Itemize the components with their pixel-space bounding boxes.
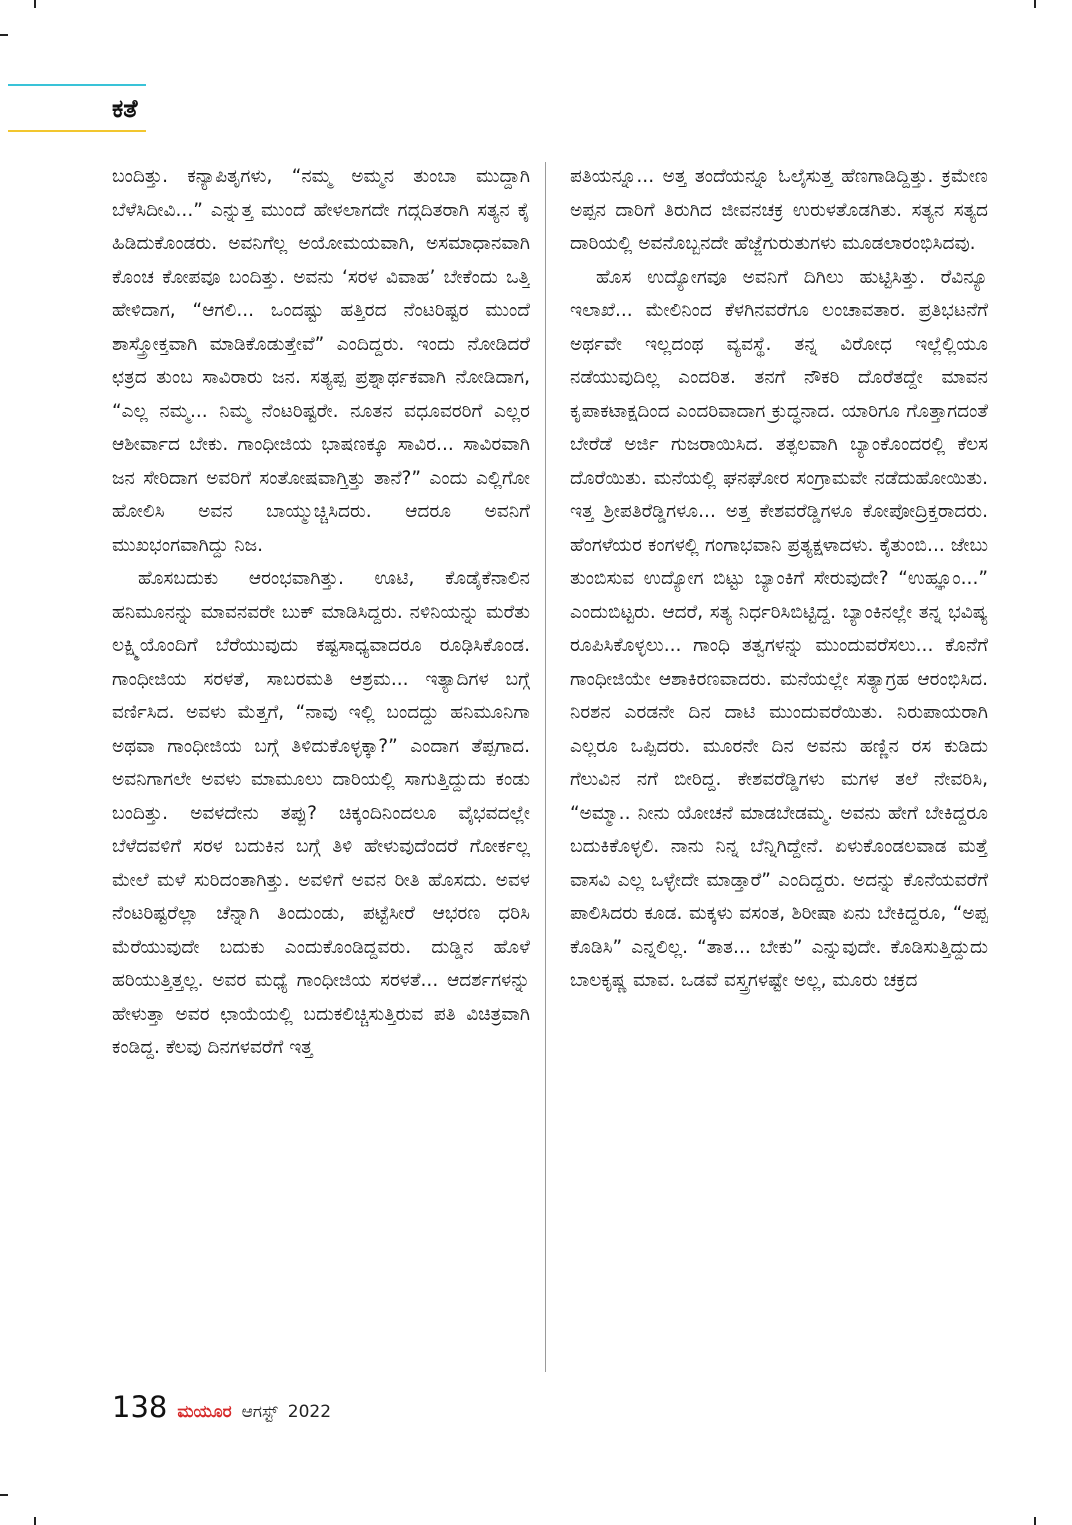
- article-column-right: [570, 160, 988, 1380]
- paragraph: ಹೊಸ ಉದ್ಯೋಗವೂ ಅವನಿಗೆ ದಿಗಿಲು ಹುಟ್ಟಿಸಿತ್ತು. ರೆವಿನ್ಯೂ ಇಲಾಖೆ... ಮೇಲಿನಿಂದ ಕೆಳಗಿನವರೆಗೂ ಲಂಚಾವತಾರ. ಪ್ರತಿಭಟನೆಗೆ ಅರ್ಥವೇ ಇಲ್ಲದಂಥ ವ್ಯವಸ್ಥೆ. ತನ್ನ ವಿರೋಧ ಇಲ್ಲೆಲ್ಲಿಯೂ ನಡೆಯುವುದಿಲ್ಲ ಎಂದರಿತ. ತನಗೆ ನೌಕರಿ ದೊರೆತದ್ದೇ ಮಾವನ ಕೃಪಾಕಟಾಕ್ಷದಿಂದ ಎಂದರಿವಾದಾಗ ಕ್ರುದ್ಧನಾದ. ಯಾರಿಗೂ ಗೊತ್ತಾಗದಂತೆ ಬೇರೆಡೆ ಅರ್ಜಿ ಗುಜರಾಯಿಸಿದ. ತತ್ಫಲವಾಗಿ ಬ್ಯಾಂಕೊಂದರಲ್ಲಿ ಕೆಲಸ ದೊರೆಯಿತು. ಮನೆಯಲ್ಲಿ ಘನಘೋರ ಸಂಗ್ರಾಮವೇ ನಡೆದುಹೋಯಿತು. ಇತ್ತ ಶ್ರೀಪತಿರೆಡ್ಡಿಗಳೂ... ಅತ್ತ ಕೇಶವರೆಡ್ಡಿಗಳೂ ಕೋಪೋದ್ರಿಕ್ತರಾದರು. ಹೆಂಗಳೆಯರ ಕಂಗಳಲ್ಲಿ ಗಂಗಾಭವಾನಿ ಪ್ರತ್ಯಕ್ಷಳಾದಳು. ಕೈತುಂಬಿ... ಜೇಬು ತುಂಬಿಸುವ ಉದ್ಯೋಗ ಬಿಟ್ಟು ಬ್ಯಾಂಕಿಗೆ ಸೇರುವುದೇ? “ಉಹ್ಞೂಂ...” ಎಂದುಬಿಟ್ಟರು. ಆದರೆ, ಸತ್ಯ ನಿರ್ಧರಿಸಿಬಿಟ್ಟಿದ್ದ. ಬ್ಯಾಂಕಿನಲ್ಲೇ ತನ್ನ ಭವಿಷ್ಯ ರೂಪಿಸಿಕೊಳ್ಳಲು... ಗಾಂಧಿ ತತ್ವಗಳನ್ನು ಮುಂದುವರೆಸಲು... ಕೊನೆಗೆ ಗಾಂಧೀಜಿಯೇ ಆಶಾಕಿರಣವಾದರು. ಮನೆಯಲ್ಲೇ ಸತ್ಯಾಗ್ರಹ ಆರಂಭಿಸಿದ. ನಿರಶನ ಎರಡನೇ ದಿನ ದಾಟಿ ಮುಂದುವರೆಯಿತು. ನಿರುಪಾಯರಾಗಿ ಎಲ್ಲರೂ ಒಪ್ಪಿದರು. ಮೂರನೇ ದಿನ ಅವನು ಹಣ್ಣಿನ ರಸ ಕುಡಿದು ಗೆಲುವಿನ ನಗೆ ಬೀರಿದ್ದ. ಕೇಶವರೆಡ್ಡಿಗಳು ಮಗಳ ತಲೆ ನೇವರಿಸಿ, “ಅಮ್ಮಾ.. ನೀನು ಯೋಚನೆ ಮಾಡಬೇಡಮ್ಮ. ಅವನು ಹೇಗೆ ಬೇಕಿದ್ದರೂ ಬದುಕಿಕೊಳ್ಳಲಿ. ನಾನು ನಿನ್ನ ಬೆನ್ನಿಗಿದ್ದೇನೆ. ಏಳುಕೊಂಡಲವಾಡ ಮತ್ತೆ ವಾಸವಿ ಎಲ್ಲ ಒಳ್ಳೇದೇ ಮಾಡ್ತಾರೆ” ಎಂದಿದ್ದರು. ಅದನ್ನು ಕೊನೆಯವರೆಗೆ ಪಾಲಿಸಿದರು ಕೂಡ. ಮಕ್ಕಳು ವಸಂತ, ಶಿರೀಷಾ ಏನು ಬೇಕಿದ್ದರೂ, “ಅಪ್ಪ ಕೊಡಿಸಿ” ಎನ್ನಲಿಲ್ಲ. “ತಾತ... ಬೇಕು” ಎನ್ನುವುದೇ. ಕೊಡಿಸುತ್ತಿದ್ದುದು ಬಾಲಕೃಷ್ಣ ಮಾವ. ಒಡವೆ ವಸ್ತ್ರಗಳಷ್ಟೇ ಅಲ್ಲ, ಮೂರು ಚಕ್ರದ: [570, 266, 988, 991]
- section-label: ಕತೆ: [112, 94, 138, 123]
- paragraph: ಹೊಸಬದುಕು ಆರಂಭವಾಗಿತ್ತು. ಊಟಿ, ಕೊಡೈಕೆನಾಲಿನ ಹನಿಮೂನನ್ನು ಮಾವನವರೇ ಬುಕ್ ಮಾಡಿಸಿದ್ದರು. ನಳಿನಿಯನ್ನು ಮರೆತು ಲಕ್ಷ್ಮಿಯೊಂದಿಗೆ ಬೆರೆಯುವುದು ಕಷ್ಟಸಾಧ್ಯವಾದರೂ ರೂಢಿಸಿಕೊಂಡ. ಗಾಂಧೀಜಿಯ ಸರಳತೆ, ಸಾಬರಮತಿ ಆಶ್ರಮ... ಇತ್ಯಾದಿಗಳ ಬಗ್ಗೆ ವರ್ಣಿಸಿದ. ಅವಳು ಮೆತ್ತಗೆ, “ನಾವು ಇಲ್ಲಿ ಬಂದದ್ದು ಹನಿಮೂನಿಗಾ ಅಥವಾ ಗಾಂಧೀಜಿಯ ಬಗ್ಗೆ ತಿಳಿದುಕೊಳ್ಳಕ್ಕಾ?” ಎಂದಾಗ ತೆಪ್ಪಗಾದ. ಅವನಿಗಾಗಲೇ ಅವಳು ಮಾಮೂಲು ದಾರಿಯಲ್ಲಿ ಸಾಗುತ್ತಿದ್ದುದು ಕಂಡು ಬಂದಿತ್ತು. ಅವಳದೇನು ತಪ್ಪು? ಚಿಕ್ಕಂದಿನಿಂದಲೂ ವೈಭವದಲ್ಲೇ ಬೆಳೆದವಳಿಗೆ ಸರಳ ಬದುಕಿನ ಬಗ್ಗೆ ತಿಳಿ ಹೇಳುವುದೆಂದರೆ ಗೋರ್ಕಲ್ಲ ಮೇಲೆ ಮಳೆ ಸುರಿದಂತಾಗಿತ್ತು. ಅವಳಿಗೆ ಅವನ ರೀತಿ ಹೊಸದು. ಅವಳ ನೆಂಟರಿಷ್ಟರೆಲ್ಲಾ ಚೆನ್ನಾಗಿ ತಿಂದುಂಡು, ಪಟ್ಟೆಸೀರೆ ಆಭರಣ ಧರಿಸಿ ಮೆರೆಯುವುದೇ ಬದುಕು ಎಂದುಕೊಂಡಿದ್ದವರು. ದುಡ್ಡಿನ ಹೊಳೆ ಹರಿಯುತ್ತಿತ್ತಲ್ಲ. ಅವರ ಮಧ್ಯೆ ಗಾಂಧೀಜಿಯ ಸರಳತೆ... ಆದರ್ಶಗಳನ್ನು ಹೇಳುತ್ತಾ ಅವರ ಛಾಯೆಯಲ್ಲಿ ಬದುಕಲಿಚ್ಚಿಸುತ್ತಿರುವ ಪತಿ ವಿಚಿತ್ರವಾಗಿ ಕಂಡಿದ್ದ. ಕೆಲವು ದಿನಗಳವರೆಗೆ ಇತ್ತ: [112, 568, 530, 1058]
- crop-mark-left-lower: [0, 1494, 8, 1496]
- header-rule-yellow: [8, 130, 146, 132]
- article-column-left: [112, 160, 530, 1380]
- crop-mark-top-left: [34, 0, 36, 8]
- column-divider: [545, 162, 546, 1372]
- paragraph: ಪತಿಯನ್ನೂ... ಅತ್ತ ತಂದೆಯನ್ನೂ ಓಲೈಸುತ್ತ ಹೆಣಗಾಡಿದ್ದಿತ್ತು. ಕ್ರಮೇಣ ಅಪ್ಪನ ದಾರಿಗೆ ತಿರುಗಿದ ಜೀವನಚಕ್ರ ಉರುಳತೊಡಗಿತು. ಸತ್ಯನ ಸತ್ಯದ ದಾರಿಯಲ್ಲಿ ಅವನೊಬ್ಬನದೇ ಹೆಜ್ಜೆಗುರುತುಗಳು ಮೂಡಲಾರಂಭಿಸಿದವು.: [570, 166, 988, 254]
- issue-year: 2022: [287, 1402, 332, 1422]
- magazine-name: ಮಯೂರ: [177, 1402, 232, 1422]
- paragraph: ಬಂದಿತ್ತು. ಕನ್ಯಾಪಿತೃಗಳು, “ನಮ್ಮ ಅಮ್ಮನ ತುಂಬಾ ಮುದ್ದಾಗಿ ಬೆಳೆಸಿದೀವಿ...” ಎನ್ನುತ್ತ ಮುಂದೆ ಹೇಳಲಾಗದೇ ಗದ್ಗದಿತರಾಗಿ ಸತ್ಯನ ಕೈ ಹಿಡಿದುಕೊಂಡರು. ಅವನಿಗೆಲ್ಲ ಅಯೋಮಯವಾಗಿ, ಅಸಮಾಧಾನವಾಗಿ ಕೊಂಚ ಕೋಪವೂ ಬಂದಿತ್ತು. ಅವನು ‘ಸರಳ ವಿವಾಹ’ ಬೇಕೆಂದು ಒತ್ತಿ ಹೇಳಿದಾಗ, “ಆಗಲಿ... ಒಂದಷ್ಟು ಹತ್ತಿರದ ನೆಂಟರಿಷ್ಟರ ಮುಂದೆ ಶಾಸ್ತ್ರೋಕ್ತವಾಗಿ ಮಾಡಿಕೊಡುತ್ತೇವೆ” ಎಂದಿದ್ದರು. ಇಂದು ನೋಡಿದರೆ ಛತ್ರದ ತುಂಬ ಸಾವಿರಾರು ಜನ. ಸತ್ಯಪ್ಪ ಪ್ರಶ್ನಾರ್ಥಕವಾಗಿ ನೋಡಿದಾಗ, “ಎಲ್ಲ ನಮ್ಮ... ನಿಮ್ಮ ನೆಂಟರಿಷ್ಟರೇ. ನೂತನ ವಧೂವರರಿಗೆ ಎಲ್ಲರ ಆಶೀರ್ವಾದ ಬೇಕು. ಗಾಂಧೀಜಿಯ ಭಾಷಣಕ್ಕೂ ಸಾವಿರ... ಸಾವಿರವಾಗಿ ಜನ ಸೇರಿದಾಗ ಅವರಿಗೆ ಸಂತೋಷವಾಗ್ತಿತ್ತು ತಾನೆ?” ಎಂದು ಎಲ್ಲಿಗೋ ಹೋಲಿಸಿ ಅವನ ಬಾಯ್ಮುಚ್ಚಿಸಿದರು. ಆದರೂ ಅವನಿಗೆ ಮುಖಭಂಗವಾಗಿದ್ದು ನಿಜ.: [112, 166, 530, 556]
- page-number: 138: [112, 1390, 168, 1424]
- crop-mark-top-right: [1034, 0, 1036, 8]
- crop-mark-bottom-left: [34, 1517, 36, 1525]
- crop-mark-left-upper: [0, 34, 8, 36]
- page-footer: [112, 1390, 331, 1430]
- header-rule-cyan: [8, 84, 146, 86]
- issue-month: ಆಗಸ್ಟ್: [241, 1402, 278, 1422]
- crop-mark-bottom-right: [1034, 1517, 1036, 1525]
